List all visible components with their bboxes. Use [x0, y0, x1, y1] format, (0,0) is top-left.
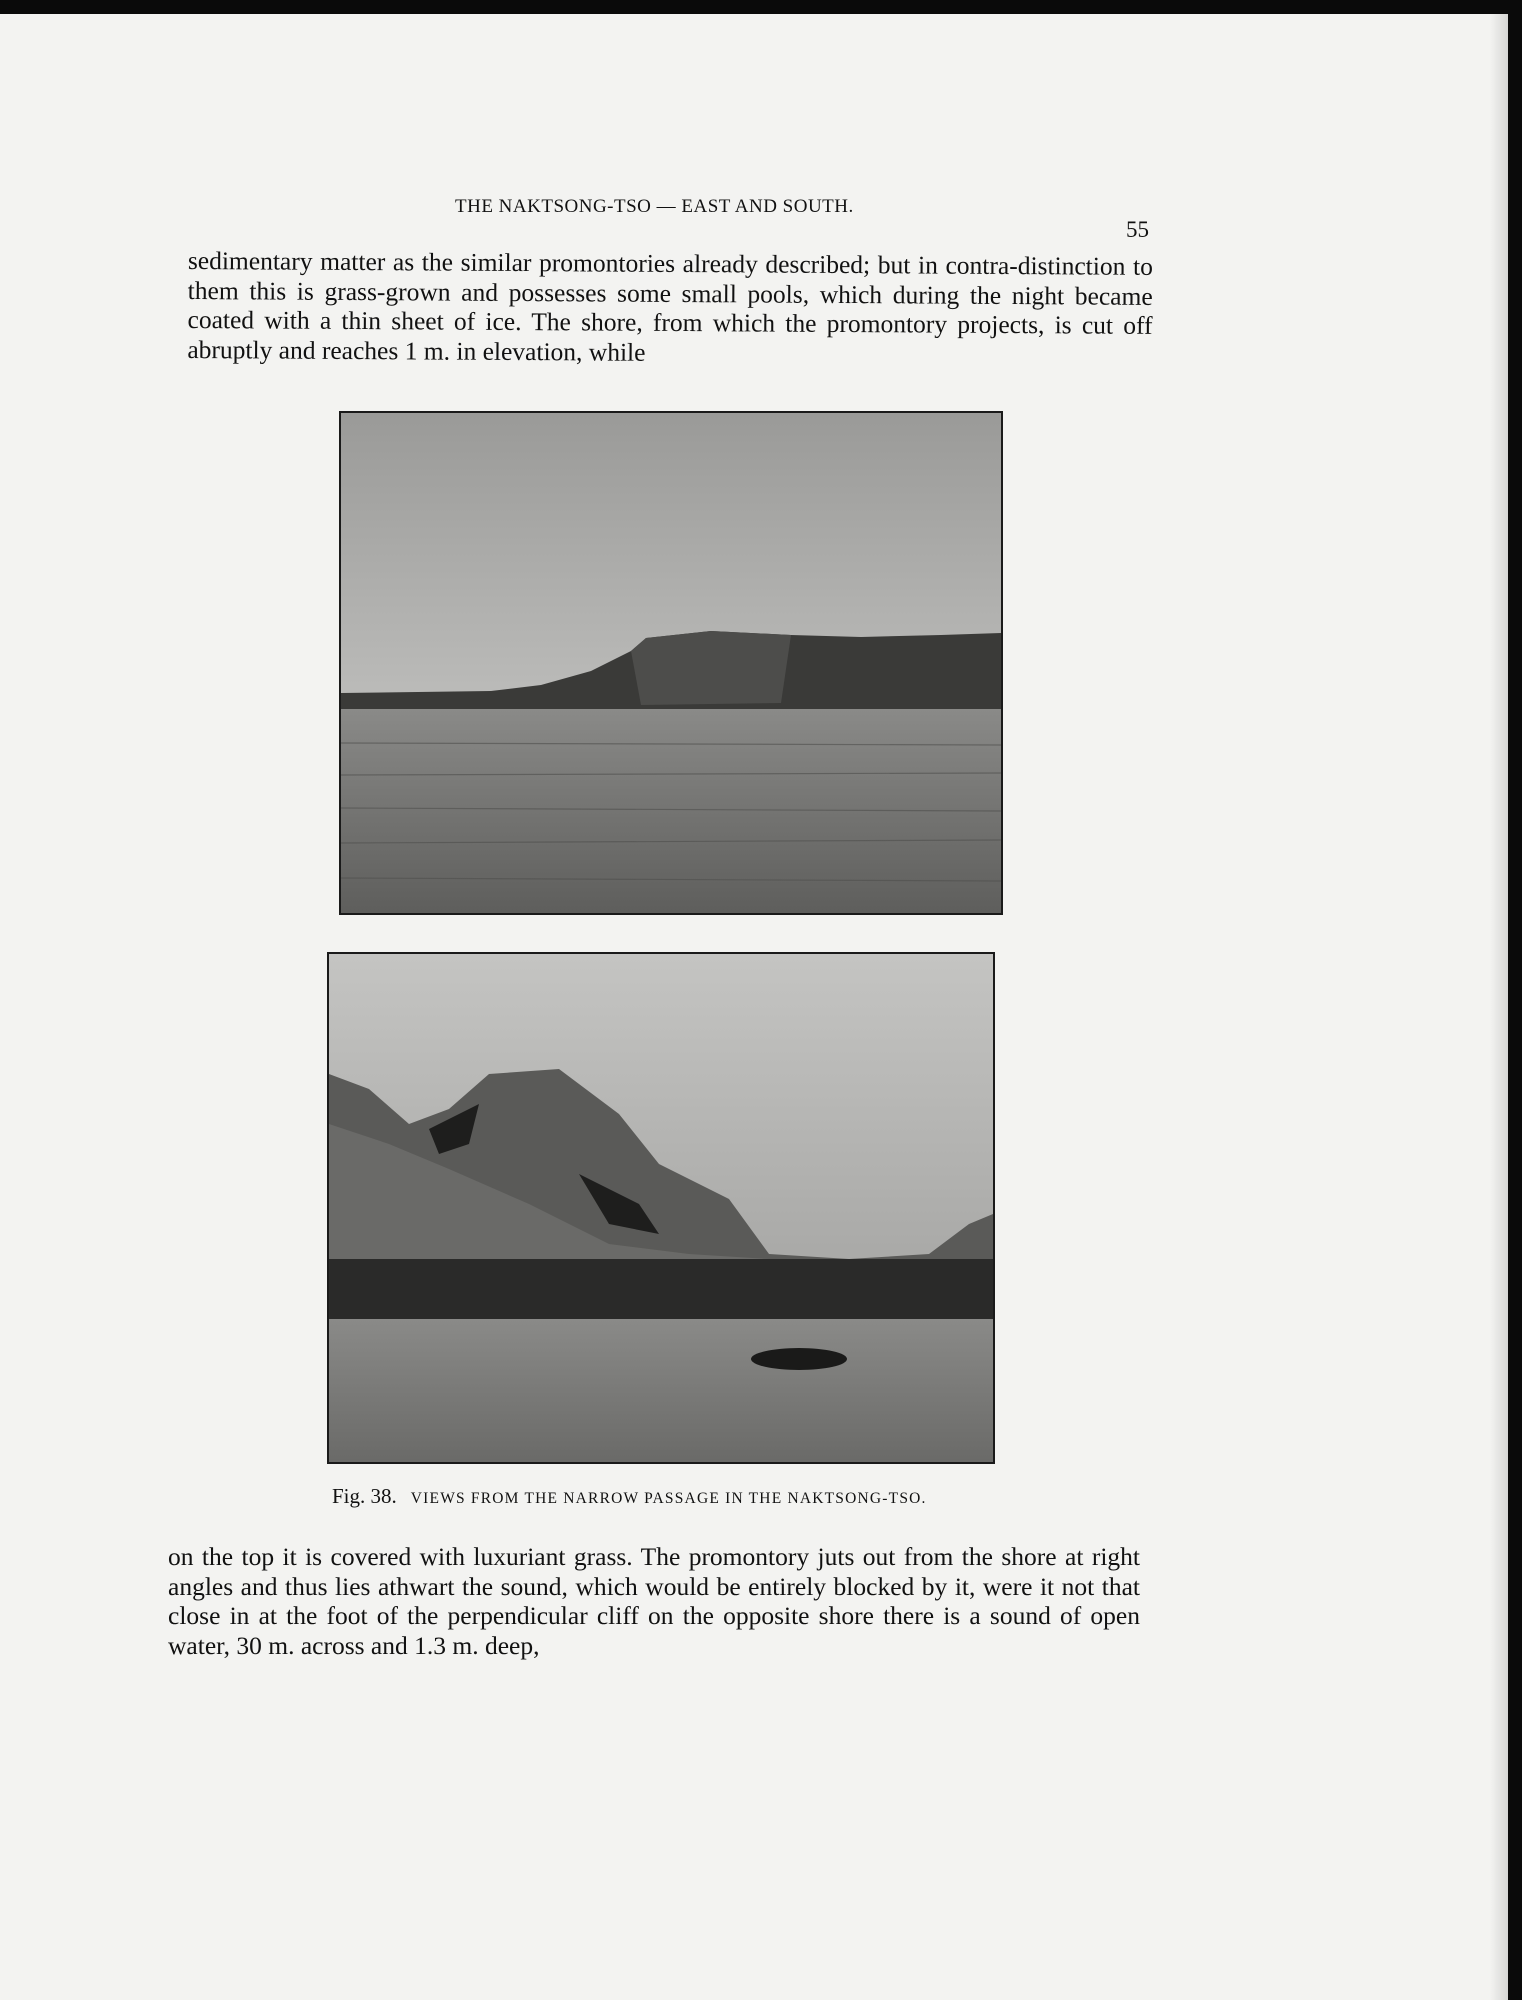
page-number: 55: [1126, 217, 1149, 242]
paragraph-top: sedimentary matter as the similar promontories already described; but in contra-distinction to them this is grass-grown and possesses some small pools, which during the night became coated with a thin sheet of ice. The shore, from which the promontory projects, is cut off abruptly and reaches 1 m. in elevation, while: [187, 246, 1153, 367]
figure-caption: [332, 1484, 1032, 1509]
figure-label: Fig. 38.: [332, 1484, 397, 1508]
paragraph-bottom: on the top it is covered with luxuriant grass. The promontory juts out from the shore at right angles and thus lies athwart the sound, which would be entirely blocked by it, were it not that close in at the foot of the perpendicular cliff on the opposite shore there is a sound of open water, 30 m. across and 1.3 m. deep,: [168, 1542, 1140, 1660]
photo-promontory-over-water: [339, 411, 1003, 915]
figure-caption-text: VIEWS FROM THE NARROW PASSAGE IN THE NAKTSONG-TSO.: [410, 1490, 927, 1507]
running-head: THE NAKTSONG-TSO — EAST AND SOUTH.: [455, 196, 854, 217]
photo-mountain-and-shore: [327, 952, 995, 1464]
book-page: [0, 14, 1508, 2000]
